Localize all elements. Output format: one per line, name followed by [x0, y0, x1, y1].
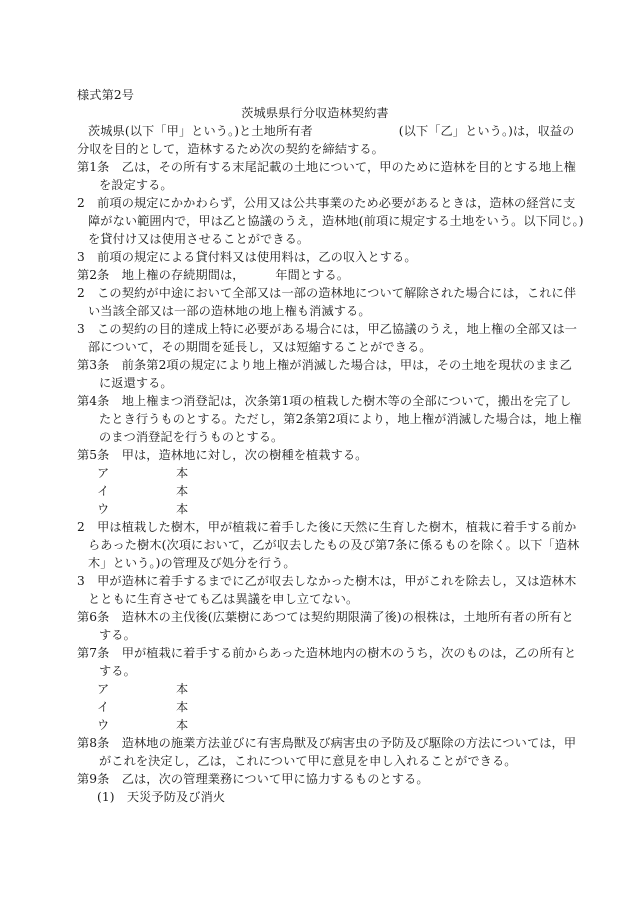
article-9-item-1: (1) 天災予防及び消火: [97, 790, 226, 804]
document-title: 茨城県県行分収造林契約書: [241, 106, 389, 120]
article-8: 第8条 造林地の施業方法並びに有害鳥獣及び病害虫の予防及び駆除の方法については，甲: [77, 736, 577, 750]
article-2-para-3-cont: 部について，その期間を延長し，又は短縮することができる。: [88, 340, 432, 354]
article-1-para-2-cont: を貸付け又は使用させることができる。: [88, 232, 310, 246]
article-3: 第3条 前条第2項の規定により地上権が消滅した場合は，甲は，その土地を現状のまま乙: [77, 358, 572, 372]
article-5-para-3-cont: とともに生育させても乙は異議を申し立てない。: [88, 592, 359, 606]
article-8-cont: がこれを決定し，乙は，これについて甲に意見を申し入れることができる。: [99, 754, 517, 768]
article-2-para-2: 2 この契約が中途において全部又は一部の造林地について解除された場合には，これに伴: [77, 286, 577, 300]
list-item-unit: 本: [176, 466, 189, 480]
list-item-label: イ: [97, 484, 110, 498]
list-item-unit: 本: [176, 718, 189, 732]
article-1: 第1条 乙は，その所有する末尾記載の土地について，甲のために造林を目的とする地上権: [77, 160, 576, 174]
article-5-para-2-cont: らあった樹木(次項において，乙が収去したもの及び第7条に係るものを除く。以下「造林: [88, 538, 580, 552]
list-item-unit: 本: [176, 484, 189, 498]
article-4-cont: たとき行うものとする。ただし，第2条第2項により，地上権が消滅した場合は，地上権: [99, 412, 582, 426]
article-5-para-3: 3 甲が造林に着手するまでに乙が収去しなかった樹木は，甲がこれを除去し，又は造林木: [77, 574, 577, 588]
article-5-para-2-cont: 木」という。)の管理及び処分を行う。: [88, 556, 296, 570]
article-5: 第5条 甲は，造林地に対し，次の樹種を植栽する。: [77, 448, 368, 462]
list-item-unit: 本: [176, 682, 189, 696]
article-7: 第7条 甲が植栽に着手する前からあった造林地内の樹木のうち，次のものは，乙の所有と: [77, 646, 577, 660]
article-5-para-2: 2 甲は植栽した樹木，甲が植栽に着手した後に天然に生育した樹木，植栽に着手する前か: [77, 520, 577, 534]
article-2-para-2-cont: い当該全部又は一部の造林地の地上権も消滅する。: [88, 304, 371, 318]
list-item-label: ウ: [97, 502, 110, 516]
list-item-label: イ: [97, 700, 110, 714]
preamble-line: 茨城県(以下「甲」という。)と土地所有者 (以下「乙」という。)は，収益の: [88, 124, 575, 138]
article-3-cont: に返還する。: [99, 376, 173, 390]
list-item-label: ア: [97, 466, 110, 480]
article-2-para-3: 3 この契約の目的達成上特に必要がある場合には，甲乙協議のうえ，地上権の全部又は一: [77, 322, 578, 336]
article-9: 第9条 乙は，次の管理業務について甲に協力するものとする。: [77, 772, 429, 786]
article-1-para-3: 3 前項の規定による貸付料又は使用料は，乙の収入とする。: [77, 250, 417, 264]
form-number: 様式第2号: [77, 88, 135, 102]
list-item-unit: 本: [176, 700, 189, 714]
list-item-label: ウ: [97, 718, 110, 732]
article-1-cont: を設定する。: [99, 178, 173, 192]
list-item-unit: 本: [176, 502, 189, 516]
article-6-cont: する。: [99, 628, 136, 642]
article-1-para-2-cont: 障がない範囲内で，甲は乙と協議のうえ，造林地(前項に規定する土地をいう。以下同じ。): [88, 214, 584, 228]
article-7-cont: する。: [99, 664, 136, 678]
article-4: 第4条 地上権まつ消登記は，次条第1項の植栽した樹木等の全部について，搬出を完了し: [77, 394, 572, 408]
article-4-cont: のまつ消登記を行うものとする。: [99, 430, 284, 444]
article-1-para-2: 2 前項の規定にかかわらず，公用又は公共事業のため必要があるときは，造林の経営に支: [77, 196, 576, 210]
list-item-label: ア: [97, 682, 110, 696]
preamble-line: 分収を目的として，造林するため次の契約を締結する。: [77, 142, 384, 156]
article-2: 第2条 地上権の存続期間は， 年間とする。: [77, 268, 350, 282]
article-6: 第6条 造林木の主伐後(広葉樹にあつては契約期限満了後)の根株は，土地所有者の所有と: [77, 610, 574, 624]
